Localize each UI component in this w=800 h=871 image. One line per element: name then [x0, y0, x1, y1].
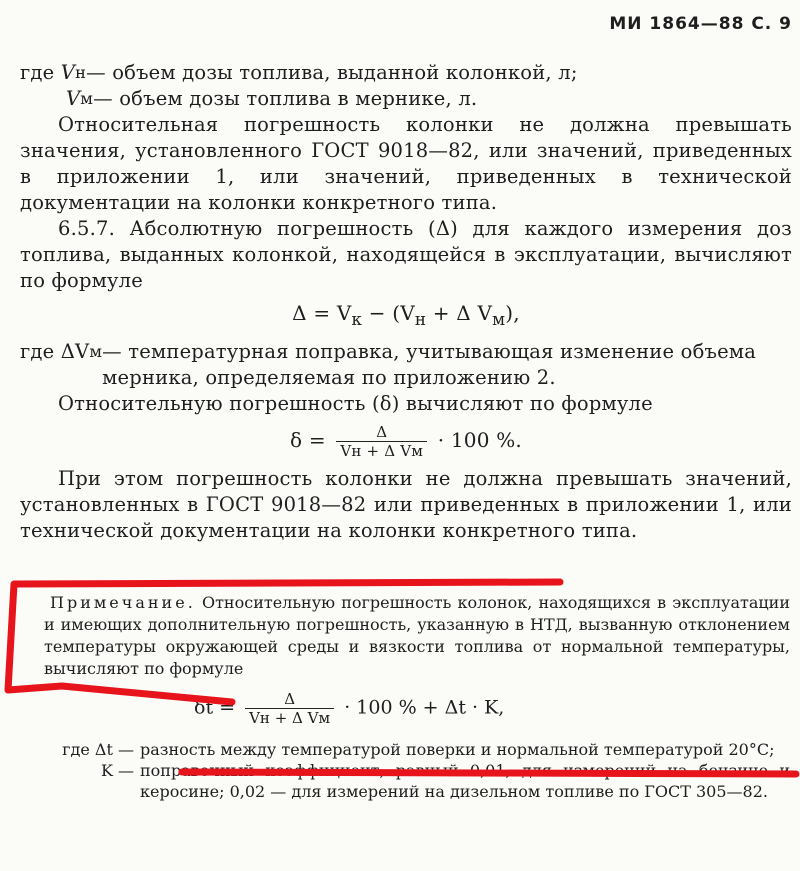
symbol-sub: н: [75, 63, 87, 82]
where-vm-line: [20, 86, 792, 112]
main-text: [20, 60, 792, 544]
paragraph-657: 6.5.7. Абсолютную погрешность (Δ) для каждого измерения доз топлива, выданных колонкой, находящейся в эксплуатации, вычисляют по формуле: [20, 217, 792, 292]
formula-fraction: [245, 690, 334, 727]
definitions-list: [44, 739, 790, 802]
where-dvm-text: — температурная поправка, учитывающая изменение объема мерника, определяемая по приложению 2.: [102, 340, 757, 389]
formula-part: + Δ V: [426, 301, 493, 325]
note-block: [44, 592, 790, 802]
paragraph-limit: При этом погрешность колонки не должна превышать значений, установленных в ГОСТ 9018—82 или приведенных в приложении 1, или технической документации на колонки конкретного типа.: [20, 467, 792, 542]
fraction-numerator: Δ: [284, 690, 296, 708]
fraction-denominator: Vн + Δ Vм: [336, 441, 427, 460]
definition-desc: поправочный коэффициент, равный 0,01, для измерений на бензине и керосине; 0,02 — для измерений на дизельном топливе по ГОСТ 305—82.: [140, 761, 790, 801]
definition-term: K —: [100, 761, 134, 780]
formula-rhs: · 100 % + Δt · K,: [344, 696, 505, 719]
paragraph-relative: Относительную погрешность (δ) вычисляют по формуле: [58, 392, 653, 415]
note-text: Относительную погрешность колонок, находящихся в эксплуатации и имеющих дополнительную погрешность, указанную в НТД, вызванную отклонением температуры окружающей среды и вязкости топлива от нормальной температуры, вычисляют по формуле: [44, 593, 790, 678]
where-label: где ΔV: [20, 340, 90, 363]
page-header: МИ 1864—88 С. 9: [609, 14, 792, 34]
symbol-v: V: [60, 61, 76, 84]
definition-item: [44, 760, 790, 802]
symbol-sub: м: [89, 342, 103, 361]
fraction-numerator: Δ: [376, 423, 388, 441]
where-vn-text: — объем дозы топлива, выданной колонкой, л;: [86, 61, 578, 84]
definition-term: где Δt —: [62, 740, 134, 759]
where-vn-line: [20, 60, 792, 86]
formula-rhs: · 100 %.: [437, 428, 522, 452]
formula-temperature-error: [194, 690, 790, 727]
formula-relative-error: [20, 423, 792, 460]
definition-desc: разность между температурой поверки и нормальной температурой 20°С;: [140, 740, 775, 759]
formula-part: ),: [505, 301, 520, 325]
paragraph-rel-error-limit: Относительная погрешность колонки не должна превышать значения, установленного ГОСТ 9018—82, или значений, приведенных в приложении 1, или значений, приведенных в технической документации на колонки конкретного типа.: [20, 113, 792, 214]
where-label: где: [20, 61, 61, 84]
note-paragraph: [44, 592, 790, 680]
where-vm-text: — объем дозы топлива в мернике, л.: [93, 87, 478, 110]
formula-sub: к: [351, 310, 363, 329]
formula-fraction: [336, 423, 427, 460]
formula-lhs: δt =: [194, 696, 236, 719]
formula-part: Δ = V: [292, 301, 352, 325]
formula-part: − (V: [362, 301, 415, 325]
symbol-sub: м: [80, 89, 94, 108]
formula-lhs: δ =: [290, 428, 326, 452]
fraction-denominator: Vн + Δ Vм: [245, 708, 334, 727]
where-dvm-line: [20, 339, 792, 391]
formula-absolute-error: [20, 300, 792, 333]
definition-item: [44, 739, 790, 760]
formula-sub: м: [492, 310, 506, 329]
note-label: Примечание.: [50, 593, 196, 612]
formula-sub: н: [414, 310, 427, 329]
symbol-v: V: [66, 87, 81, 110]
